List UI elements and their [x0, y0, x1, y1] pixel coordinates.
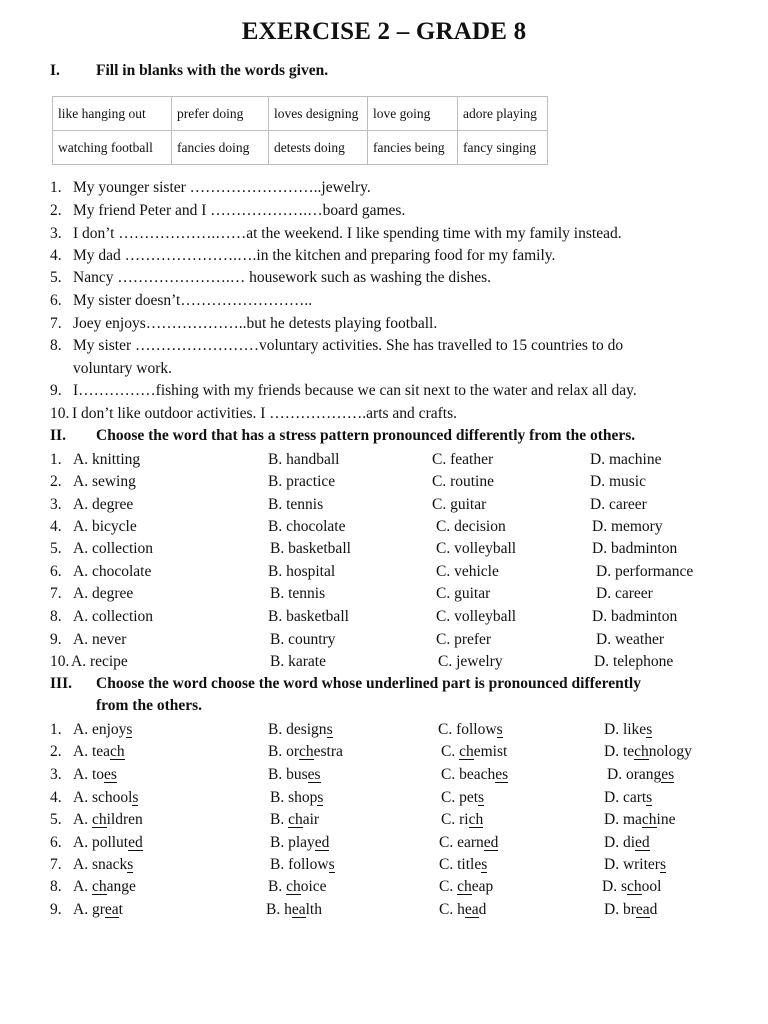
option-text: C. follow [438, 721, 497, 738]
table-cell: prefer doing [172, 97, 269, 131]
option-a [73, 764, 117, 786]
option-d: D. telephone [594, 653, 674, 670]
option-a [73, 854, 133, 876]
option-text: A. enjoy [73, 721, 127, 738]
option-text: D. writer [604, 856, 660, 873]
option-c [441, 809, 483, 831]
option-b: B. hospital [268, 563, 336, 580]
option-text: D. s [602, 878, 627, 895]
item-text: My sister ……………………voluntary activities. She has travelled to 15 countries to do [73, 337, 624, 354]
underlined-part: ed [128, 834, 143, 851]
option-c [439, 854, 487, 876]
option-b [268, 741, 343, 763]
option-text: C. pet [441, 789, 479, 806]
item-number: 10. [50, 405, 70, 422]
underlined-part: ed [314, 834, 330, 851]
question-number: 1. [50, 721, 62, 738]
option-c [441, 741, 507, 763]
option-d: D. career [590, 496, 647, 513]
option-text: A. snack [73, 856, 128, 873]
option-c: C. guitar [436, 585, 491, 602]
question-number: 2. [50, 473, 62, 490]
question-number: 9. [50, 631, 62, 648]
underlined-part: s [496, 721, 503, 738]
option-text: B. bus [268, 766, 308, 783]
underlined-part: ed [635, 834, 650, 851]
question-row [50, 854, 750, 876]
section-title: Choose the word that has a stress pattern pronounced differently from the others. [96, 427, 636, 444]
table-cell: like hanging out [53, 97, 172, 131]
option-d [604, 899, 657, 921]
option-text: C. [439, 878, 458, 895]
underlined-part: s [659, 856, 666, 873]
option-a: A. collection [73, 608, 154, 625]
option-text: ine [656, 811, 676, 828]
option-c [441, 787, 484, 809]
underlined-part: es [495, 766, 509, 783]
option-a: A. chocolate [73, 563, 152, 580]
item-number: 6. [50, 292, 62, 309]
word-bank-table [52, 96, 548, 165]
item-number: 4. [50, 247, 62, 264]
option-d: D. memory [592, 518, 663, 535]
option-b [268, 719, 333, 741]
question-number: 5. [50, 540, 62, 557]
option-text: B. follow [270, 856, 329, 873]
option-text: B. h [266, 901, 292, 918]
option-text: ool [641, 878, 662, 895]
option-a [73, 809, 143, 831]
option-d [604, 719, 652, 741]
option-d: D. career [596, 585, 653, 602]
option-d: D. machine [590, 451, 662, 468]
option-text: D. di [604, 834, 635, 851]
option-b: B. country [270, 631, 336, 648]
option-d [604, 854, 666, 876]
item-number: 2. [50, 202, 62, 219]
question-row [50, 538, 750, 560]
option-text: B. or [268, 743, 299, 760]
question-row [50, 516, 750, 538]
question-number: 6. [50, 834, 62, 851]
underlined-part: s [127, 856, 134, 873]
option-a: A. knitting [73, 451, 141, 468]
section-number: I. [50, 62, 60, 79]
option-b: B. chocolate [268, 518, 346, 535]
option-a [73, 741, 125, 763]
option-d: D. music [590, 473, 646, 490]
question-row [50, 809, 750, 831]
question-row [50, 876, 750, 898]
underlined-part: ch [641, 811, 657, 828]
option-text: D. ma [604, 811, 642, 828]
option-text: D. like [604, 721, 647, 738]
option-a: A. degree [73, 585, 134, 602]
option-c: C. routine [432, 473, 494, 490]
question-number: 4. [50, 518, 62, 535]
option-b: B. handball [268, 451, 340, 468]
option-c [438, 719, 503, 741]
underlined-part: ch [286, 878, 301, 895]
item-text: My friend Peter and I ……………….…board games. [73, 202, 406, 219]
option-d [604, 809, 675, 831]
item-text: My sister doesn’t…………………….. [73, 292, 313, 309]
underlined-part: s [646, 789, 653, 806]
option-text: D. cart [604, 789, 647, 806]
question-row [50, 583, 750, 605]
option-a: A. collection [73, 540, 154, 557]
option-text: A. pollut [73, 834, 129, 851]
underlined-part: s [481, 856, 488, 873]
option-c: C. vehicle [436, 563, 499, 580]
question-number: 4. [50, 789, 62, 806]
table-cell: love going [368, 97, 458, 131]
option-text: d [478, 901, 487, 918]
underlined-part: s [646, 721, 653, 738]
section-title: Fill in blanks with the words given. [96, 62, 329, 79]
question-row [50, 741, 750, 763]
question-row [50, 899, 750, 921]
underlined-part: ch [91, 811, 107, 828]
underlined-part: s [317, 789, 324, 806]
option-d [604, 787, 652, 809]
option-d: D. badminton [592, 540, 678, 557]
item-text: My younger sister ……………………..jewelry. [73, 179, 371, 196]
option-b: B. karate [270, 653, 326, 670]
question-row [50, 561, 750, 583]
option-a [73, 876, 136, 898]
option-text: C. title [439, 856, 482, 873]
option-text: A. [73, 811, 92, 828]
underlined-part: ch [626, 878, 642, 895]
option-text: D. te [604, 743, 635, 760]
underlined-part: ea [464, 901, 479, 918]
option-a: A. recipe [71, 653, 128, 670]
question-row [50, 449, 750, 471]
underlined-part: es [661, 766, 675, 783]
option-text: estra [313, 743, 343, 760]
question-number: 8. [50, 608, 62, 625]
option-a [73, 832, 143, 854]
option-d: D. performance [596, 563, 694, 580]
question-row [50, 787, 750, 809]
option-c [439, 832, 498, 854]
underlined-part: ch [457, 878, 472, 895]
option-text: ange [106, 878, 136, 895]
option-b [268, 876, 327, 898]
option-b [270, 854, 335, 876]
underlined-part: ch [634, 743, 649, 760]
option-b [270, 787, 323, 809]
underlined-part: ch [299, 743, 314, 760]
question-number: 1. [50, 451, 62, 468]
table-cell: watching football [53, 131, 172, 165]
option-d [607, 764, 674, 786]
option-text: C. beach [441, 766, 496, 783]
option-text: d [649, 901, 658, 918]
option-c: C. decision [436, 518, 506, 535]
section-number: III. [50, 675, 72, 692]
option-d [604, 741, 692, 763]
option-text: ildren [106, 811, 143, 828]
option-c [441, 764, 508, 786]
option-c: C. jewelry [438, 653, 503, 670]
question-number: 5. [50, 811, 62, 828]
underlined-part: ch [459, 743, 474, 760]
underlined-part: ea [104, 901, 119, 918]
underlined-part: ea [635, 901, 650, 918]
question-number: 8. [50, 878, 62, 895]
option-text: C. h [439, 901, 465, 918]
underlined-part: es [104, 766, 117, 783]
option-c [439, 899, 486, 921]
underlined-part: s [478, 789, 485, 806]
option-d [604, 832, 650, 854]
option-a [73, 719, 132, 741]
question-row [50, 494, 750, 516]
underlined-part: s [132, 789, 139, 806]
underlined-part: s [328, 856, 335, 873]
question-number: 6. [50, 563, 62, 580]
option-b [266, 899, 322, 921]
item-text: My dad ………………….….in the kitchen and preparing food for my family. [73, 247, 556, 264]
table-cell: detests doing [269, 131, 368, 165]
option-c: C. volleyball [436, 540, 517, 557]
option-a [73, 787, 138, 809]
item-text: voluntary work. [73, 360, 173, 377]
option-a: A. degree [73, 496, 134, 513]
option-b: B. tennis [268, 496, 324, 513]
option-d: D. weather [596, 631, 664, 648]
option-b [270, 832, 329, 854]
option-text: B. [268, 878, 287, 895]
option-c: C. volleyball [436, 608, 517, 625]
option-d: D. badminton [592, 608, 678, 625]
option-c: C. guitar [432, 496, 487, 513]
underlined-part: ch [468, 811, 484, 828]
option-text: B. [270, 811, 289, 828]
option-b: B. basketball [268, 608, 349, 625]
question-number: 9. [50, 901, 62, 918]
table-row [53, 131, 548, 165]
option-text: A. gr [73, 901, 105, 918]
option-text: D. orang [607, 766, 662, 783]
underlined-part: ch [110, 743, 125, 760]
table-cell: adore playing [458, 97, 548, 131]
table-cell: fancy singing [458, 131, 548, 165]
item-text: I don’t like outdoor activities. I ……………….arts and crafts. [72, 405, 457, 422]
item-number: 7. [50, 315, 62, 332]
option-b: B. practice [268, 473, 336, 490]
question-row [50, 719, 750, 741]
table-cell: fancies doing [172, 131, 269, 165]
item-number: 5. [50, 269, 62, 286]
option-d [602, 876, 661, 898]
option-a: A. sewing [73, 473, 136, 490]
item-text: I don’t ……………….……at the weekend. I like spending time with my family instead. [73, 225, 622, 242]
item-text: I……………fishing with my friends because we can sit next to the water and relax all day. [73, 382, 637, 399]
option-text: oice [300, 878, 327, 895]
option-c: C. feather [432, 451, 494, 468]
page-title: EXERCISE 2 – GRADE 8 [241, 18, 527, 45]
option-c: C. prefer [436, 631, 492, 648]
underlined-part: ea [291, 901, 306, 918]
option-text: C. ri [441, 811, 469, 828]
option-c [439, 876, 493, 898]
underlined-part: ch [288, 811, 303, 828]
item-number: 9. [50, 382, 62, 399]
option-text: emist [473, 743, 508, 760]
underlined-part: ed [483, 834, 499, 851]
section-title-continued: from the others. [96, 697, 203, 714]
question-number: 2. [50, 743, 62, 760]
option-b [270, 809, 319, 831]
option-text: nology [648, 743, 692, 760]
option-text: lth [305, 901, 322, 918]
question-row [50, 764, 750, 786]
option-a: A. never [73, 631, 127, 648]
question-row [50, 629, 750, 651]
option-text: B. design [268, 721, 327, 738]
item-number: 3. [50, 225, 62, 242]
option-a [73, 899, 123, 921]
option-text: D. br [604, 901, 636, 918]
section-title: Choose the word choose the word whose underlined part is pronounced differently [96, 675, 641, 692]
underlined-part: s [126, 721, 133, 738]
question-number: 10. [50, 653, 70, 670]
option-text: B. shop [270, 789, 318, 806]
question-number: 3. [50, 766, 62, 783]
option-b: B. basketball [270, 540, 351, 557]
option-text: C. [441, 743, 460, 760]
question-number: 7. [50, 585, 62, 602]
underlined-part: es [307, 766, 321, 783]
table-cell: fancies being [368, 131, 458, 165]
option-text: t [118, 901, 123, 918]
item-number: 1. [50, 179, 62, 196]
item-text: Nancy ………………….… housework such as washing the dishes. [73, 269, 492, 286]
option-text: A. [73, 878, 92, 895]
option-text: B. play [270, 834, 315, 851]
option-text: C. earn [439, 834, 484, 851]
question-number: 7. [50, 856, 62, 873]
item-number: 8. [50, 337, 62, 354]
option-a: A. bicycle [73, 518, 137, 535]
option-text: A. to [73, 766, 104, 783]
table-row [53, 97, 548, 131]
question-row [50, 471, 750, 493]
underlined-part: ch [91, 878, 107, 895]
option-text: air [302, 811, 320, 828]
section-number: II. [50, 427, 66, 444]
question-number: 3. [50, 496, 62, 513]
question-row [50, 651, 750, 673]
option-text: A. tea [73, 743, 111, 760]
table-cell: loves designing [269, 97, 368, 131]
option-text: eap [471, 878, 494, 895]
question-row [50, 606, 750, 628]
option-text: A. school [73, 789, 133, 806]
option-b [268, 764, 321, 786]
item-text: Joey enjoys………………..but he detests playing football. [73, 315, 438, 332]
question-row [50, 832, 750, 854]
underlined-part: s [326, 721, 333, 738]
option-b: B. tennis [270, 585, 326, 602]
